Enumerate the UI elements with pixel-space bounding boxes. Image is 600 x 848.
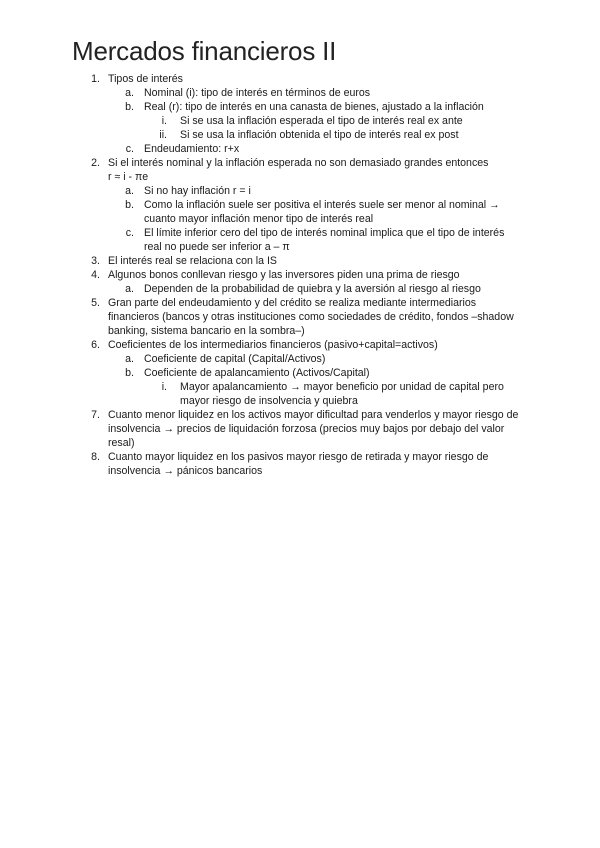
- list-item-level-2: [0, 100, 600, 114]
- list-marker: 2.: [91, 157, 100, 169]
- list-item-level-2: [0, 198, 600, 226]
- list-item-text: Dependen de la probabilidad de quiebra y la aversión al riesgo al riesgo: [144, 283, 481, 295]
- list-marker: 5.: [91, 297, 100, 309]
- list-item-level-3: [0, 128, 600, 142]
- list-marker: b.: [125, 101, 134, 113]
- list-item-level-1: [0, 338, 600, 352]
- outline-list: [0, 72, 600, 478]
- list-marker: c.: [125, 143, 134, 155]
- list-item-text: El límite inferior cero del tipo de interés nominal implica que el tipo de interés real no puede ser inferior a – π: [144, 227, 505, 253]
- list-item-text: Cuanto menor liquidez en los activos mayor dificultad para venderlos y mayor riesgo de insolvencia → precios de liquidación forzosa (precios muy bajos por debajo del valor resal): [108, 409, 519, 449]
- list-item-text: Mayor apalancamiento → mayor beneficio por unidad de capital pero mayor riesgo de insolvencia y quiebra: [180, 381, 504, 407]
- list-item-text: Coeficiente de capital (Capital/Activos): [144, 353, 326, 365]
- list-marker: a.: [125, 353, 134, 365]
- list-item-text: Algunos bonos conllevan riesgo y las inversores piden una prima de riesgo: [108, 269, 460, 281]
- list-marker: 6.: [91, 339, 100, 351]
- list-item-level-1: [0, 72, 600, 86]
- list-marker: a.: [125, 87, 134, 99]
- list-item-level-2: [0, 142, 600, 156]
- list-marker: 8.: [91, 451, 100, 463]
- list-item-text: Si el interés nominal y la inflación esperada no son demasiado grandes entonces: [108, 157, 489, 169]
- list-marker: 1.: [91, 73, 100, 85]
- list-item-text: Real (r): tipo de interés en una canasta de bienes, ajustado a la inflación: [144, 101, 484, 113]
- list-marker: ii.: [159, 129, 167, 141]
- list-item-level-1: [0, 296, 600, 338]
- list-marker: b.: [125, 199, 134, 211]
- list-item-text: Gran parte del endeudamiento y del crédito se realiza mediante intermediarios financieros (bancos y otras instituciones como sociedades de crédito, fondos –shadow banking, sistema bancario en la sombra–): [108, 297, 514, 337]
- list-item-level-1: [0, 254, 600, 268]
- list-item-level-2: [0, 282, 600, 296]
- list-item-level-1: [0, 156, 600, 170]
- list-marker: 3.: [91, 255, 100, 267]
- list-marker: b.: [125, 367, 134, 379]
- list-item-text: Cuanto mayor liquidez en los pasivos mayor riesgo de retirada y mayor riesgo de insolvencia → pánicos bancarios: [108, 451, 489, 477]
- list-item-text: Coeficiente de apalancamiento (Activos/Capital): [144, 367, 370, 379]
- list-marker: a.: [125, 185, 134, 197]
- list-item-text: Tipos de interés: [108, 73, 183, 85]
- list-item-level-2: [0, 86, 600, 100]
- list-item-text: El interés real se relaciona con la IS: [108, 255, 277, 267]
- list-item-level-2: [0, 352, 600, 366]
- list-item-text: Si se usa la inflación esperada el tipo de interés real ex ante: [180, 115, 463, 127]
- list-marker: a.: [125, 283, 134, 295]
- page-title: Mercados financieros II: [72, 36, 337, 66]
- list-item-level-2: [0, 184, 600, 198]
- list-item-level-2: [0, 366, 600, 380]
- list-item-level-1: [0, 450, 600, 478]
- list-marker: i.: [161, 115, 167, 127]
- list-marker: 7.: [91, 409, 100, 421]
- list-item-text: Nominal (i): tipo de interés en términos de euros: [144, 87, 371, 99]
- list-item-text: Coeficientes de los intermediarios financieros (pasivo+capital=activos): [108, 339, 438, 351]
- list-item-level-3: [0, 380, 600, 408]
- list-marker: 4.: [91, 269, 100, 281]
- list-item-level-3: [0, 114, 600, 128]
- list-item-text: Como la inflación suele ser positiva el interés suele ser menor al nominal → cuanto mayor inflación menor tipo de interés real: [144, 199, 500, 225]
- list-marker: i.: [161, 381, 167, 393]
- list-item-text: Si se usa la inflación obtenida el tipo de interés real ex post: [180, 129, 459, 141]
- formula-line: r ≈ i - πe: [108, 171, 149, 183]
- list-item-text: Si no hay inflación r = i: [144, 185, 251, 197]
- list-item-text: Endeudamiento: r+x: [144, 143, 240, 155]
- list-marker: c.: [125, 227, 134, 239]
- list-item-level-1: [0, 408, 600, 450]
- list-item-level-2: [0, 226, 600, 254]
- list-item-level-1: [0, 268, 600, 282]
